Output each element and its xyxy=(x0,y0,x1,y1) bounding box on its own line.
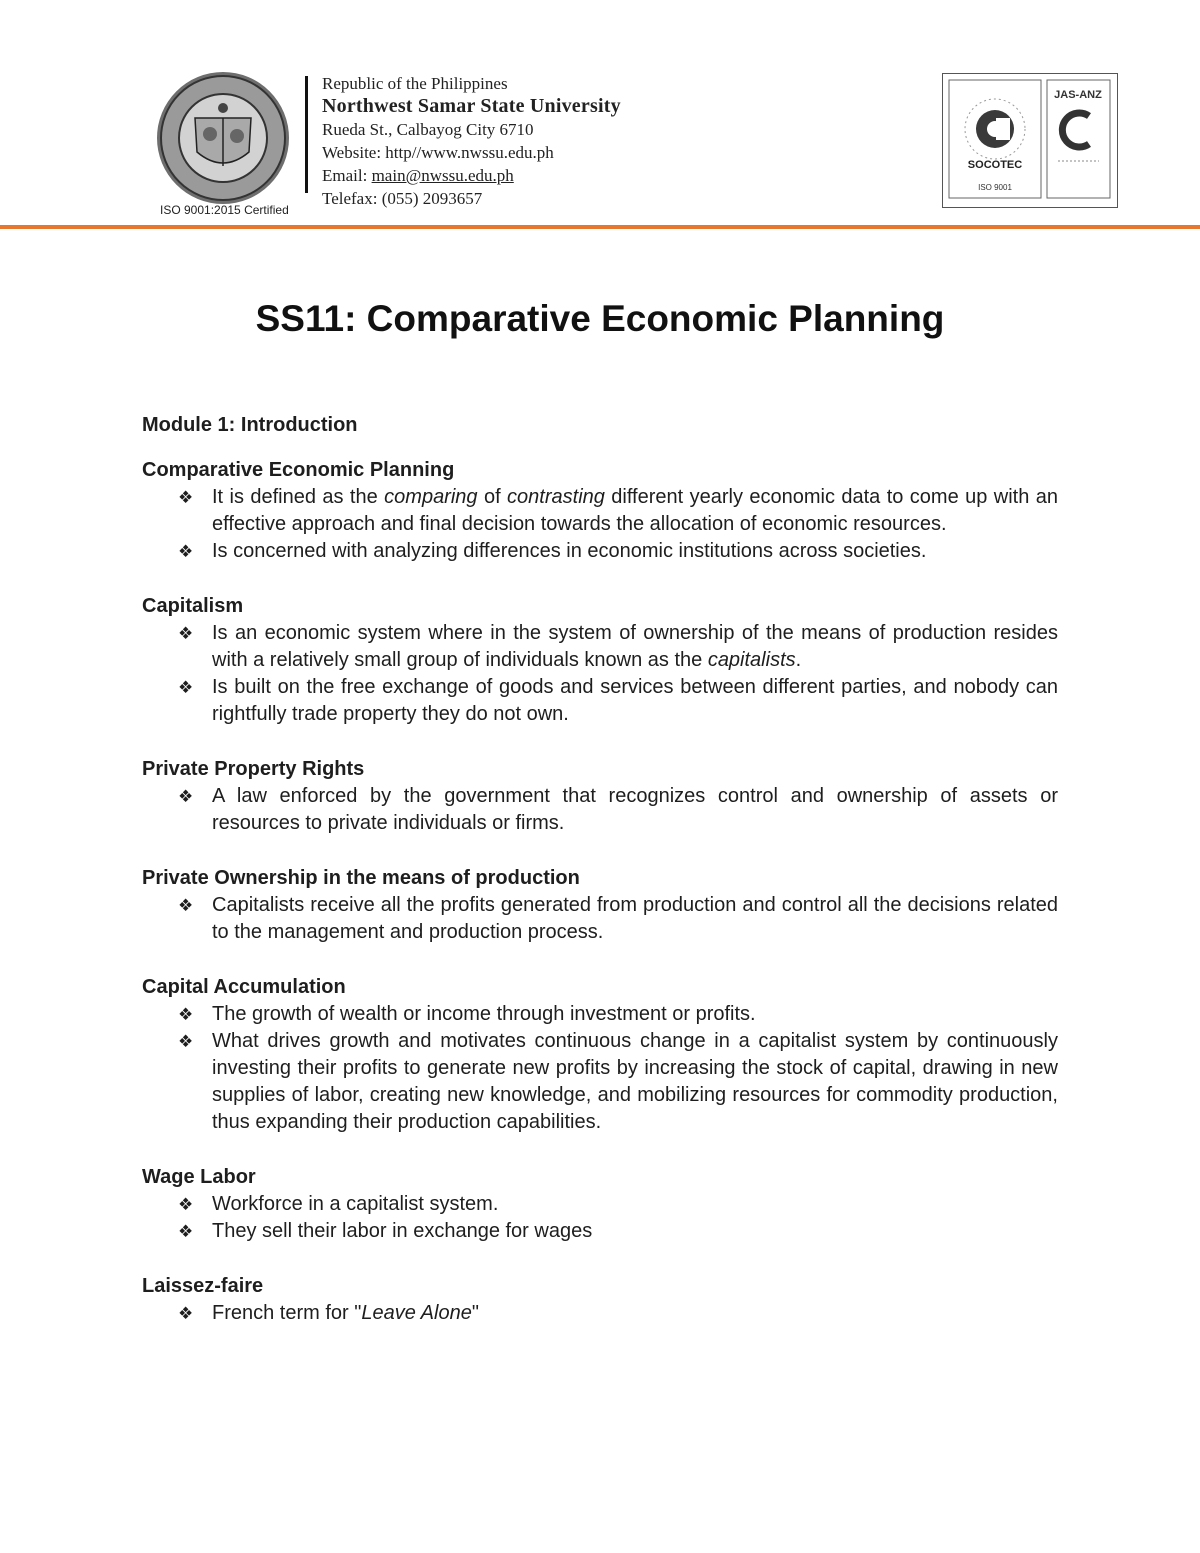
document-title: SS11: Comparative Economic Planning xyxy=(255,298,945,339)
diamond-bullet-icon: ❖ xyxy=(178,542,194,561)
section xyxy=(142,865,1058,946)
email-line xyxy=(322,164,621,187)
bullet-item xyxy=(142,484,1058,538)
document-body xyxy=(142,412,1058,1355)
bullet-text: The growth of wealth or income through investment or profits. xyxy=(212,1003,756,1025)
bullet-list xyxy=(142,620,1058,728)
italic-text: capitalists xyxy=(707,649,796,671)
republic-line: Republic of the Philippines xyxy=(322,74,508,93)
university-name: Northwest Samar State University xyxy=(322,95,621,117)
diamond-bullet-icon: ❖ xyxy=(178,624,194,643)
section xyxy=(142,593,1058,728)
diamond-bullet-icon: ❖ xyxy=(178,1005,194,1024)
sections-container xyxy=(142,457,1058,1327)
bullet-item xyxy=(142,1191,1058,1218)
bullet-item xyxy=(142,892,1058,946)
section-heading: Private Property Rights xyxy=(142,758,365,780)
jasanz-label: JAS-ANZ xyxy=(1054,89,1102,101)
diamond-bullet-icon: ❖ xyxy=(178,1304,194,1323)
bullet-text: different yearly economic data to come up with an effective approach and final decision towards the allocation of economic resources. xyxy=(212,486,1058,535)
section xyxy=(142,974,1058,1136)
institution-block xyxy=(322,72,621,210)
bullet-text: It is defined as the xyxy=(212,486,385,508)
section-heading: Laissez-faire xyxy=(142,1275,264,1297)
section-heading: Private Ownership in the means of production xyxy=(142,867,580,889)
bullet-list xyxy=(142,892,1058,946)
bullet-text: French term for " xyxy=(212,1302,362,1324)
diamond-bullet-icon: ❖ xyxy=(178,1032,194,1051)
italic-text: Leave Alone xyxy=(361,1302,472,1324)
bullet-item xyxy=(142,783,1058,837)
italic-text: contrasting xyxy=(507,486,605,508)
bullet-text: Capitalists receive all the profits generated from production and control all the decisions related to the management and production process. xyxy=(212,894,1058,943)
socotec-iso-label: ISO 9001 xyxy=(978,183,1012,192)
section xyxy=(142,756,1058,837)
bullet-item xyxy=(142,620,1058,674)
university-seal-logo xyxy=(150,70,300,220)
email-link[interactable]: main@nwssu.edu.ph xyxy=(371,166,514,185)
section-heading: Wage Labor xyxy=(142,1166,256,1188)
section-heading: Capitalism xyxy=(142,595,244,617)
bullet-text: " xyxy=(471,1302,479,1324)
bullet-list xyxy=(142,484,1058,565)
section-heading: Comparative Economic Planning xyxy=(142,459,455,481)
certification-logos xyxy=(942,73,1118,208)
email-label: Email: xyxy=(322,166,372,185)
section xyxy=(142,1164,1058,1245)
bullet-text: Is concerned with analyzing differences in economic institutions across societies. xyxy=(212,540,927,562)
header-divider xyxy=(305,76,308,193)
diamond-bullet-icon: ❖ xyxy=(178,1222,194,1241)
bullet-list xyxy=(142,1001,1058,1136)
section-heading: Capital Accumulation xyxy=(142,976,346,998)
bullet-list xyxy=(142,783,1058,837)
italic-text: comparing xyxy=(384,486,478,508)
bullet-item xyxy=(142,674,1058,728)
letterhead-rule xyxy=(0,225,1200,229)
bullet-item xyxy=(142,538,1058,565)
diamond-bullet-icon: ❖ xyxy=(178,787,194,806)
bullet-text: Is an economic system where in the system of ownership of the means of production resides with a relatively small group of individuals known as the xyxy=(212,622,1058,671)
website-line: Website: http//www.nwssu.edu.ph xyxy=(322,143,554,162)
bullet-item xyxy=(142,1218,1058,1245)
bullet-list xyxy=(142,1300,1058,1327)
section xyxy=(142,457,1058,565)
bullet-item xyxy=(142,1300,1058,1327)
section xyxy=(142,1273,1058,1327)
bullet-text: Workforce in a capitalist system. xyxy=(212,1193,499,1215)
seal-caption: ISO 9001:2015 Certified xyxy=(160,203,289,217)
socotec-label: SOCOTEC xyxy=(967,159,1023,171)
diamond-bullet-icon: ❖ xyxy=(178,1195,194,1214)
bullet-text: . xyxy=(795,649,802,671)
diamond-bullet-icon: ❖ xyxy=(178,896,194,915)
bullet-text: A law enforced by the government that recognizes control and ownership of assets or resources to private individuals or firms. xyxy=(212,785,1058,834)
diamond-bullet-icon: ❖ xyxy=(178,488,194,507)
bullet-text: What drives growth and motivates continuous change in a capitalist system by continuously investing their profits to generate new profits by increasing the stock of capital, drawing in new supplies of labor, creating new knowledge, and mobilizing resources for commodity production, thus expanding their production capabilities. xyxy=(212,1030,1058,1133)
bullet-list xyxy=(142,1191,1058,1245)
diamond-bullet-icon: ❖ xyxy=(178,678,194,697)
bullet-item xyxy=(142,1001,1058,1028)
address-line: Rueda St., Calbayog City 6710 xyxy=(322,120,534,139)
telefax-line: Telefax: (055) 2093657 xyxy=(322,189,483,208)
bullet-text: Is built on the free exchange of goods and services between different parties, and nobody can rightfully trade property they do not own. xyxy=(212,676,1058,725)
bullet-item xyxy=(142,1028,1058,1136)
bullet-text: They sell their labor in exchange for wages xyxy=(212,1220,593,1242)
module-heading: Module 1: Introduction xyxy=(142,414,358,436)
bullet-text: of xyxy=(477,486,508,508)
